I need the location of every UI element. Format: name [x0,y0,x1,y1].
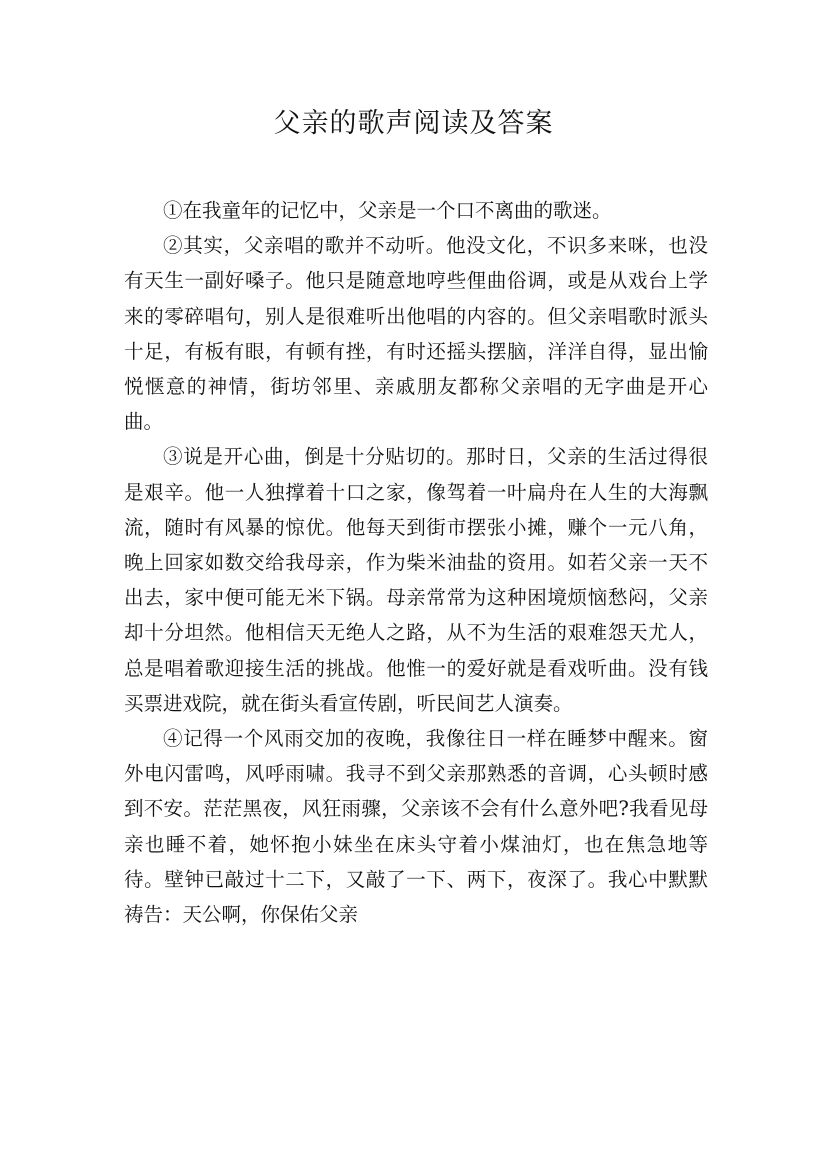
document-title: 父亲的歌声阅读及答案 [273,108,554,139]
paragraph-4: ④记得一个风雨交加的夜晚，我像往日一样在睡梦中醒来。窗外电闪雷鸣，风呼雨啸。我寻不到父亲那熟悉的音调，心头顿时感到不安。茫茫黑夜，风狂雨骤，父亲该不会有什么意外吧?我看见母亲也睡不着，她怀抱小妹坐在床头守着小煤油灯，也在焦急地等待。壁钟已敲过十二下，又敲了一下、两下，夜深了。我心中默默祷告：天公啊，你保佑父亲 [124,727,708,927]
document-body [124,193,708,932]
paragraph-3: ③说是开心曲，倒是十分贴切的。那时日，父亲的生活过得很是艰辛。他一人独撑着十口之家，像驾着一叶扁舟在人生的大海飘流，随时有风暴的惊优。他每天到街市摆张小摊，赚个一元八角，晚上回家如数交给我母亲，作为柴米油盐的资用。如若父亲一天不出去，家中便可能无米下锅。母亲常常为这种困境烦恼愁闷，父亲却十分坦然。他相信天无绝人之路，从不为生活的艰难怨天尤人，总是唱着歌迎接生活的挑战。他惟一的爱好就是看戏听曲。没有钱买票进戏院，就在街头看宣传剧，听民间艺人演奏。 [124,445,708,715]
paragraph-2: ②其实，父亲唱的歌并不动听。他没文化，不识多来咪，也没有天生一副好嗓子。他只是随意地哼些俚曲俗调，或是从戏台上学来的零碎唱句，别人是很难听出他唱的内容的。但父亲唱歌时派头十足，有板有眼，有顿有挫，有时还摇头摆脑，洋洋自得，显出愉悦惬意的神情，街坊邻里、亲戚朋友都称父亲唱的无字曲是开心曲。 [124,234,708,434]
paragraph-1: ①在我童年的记忆中，父亲是一个口不离曲的歌迷。 [163,199,612,222]
